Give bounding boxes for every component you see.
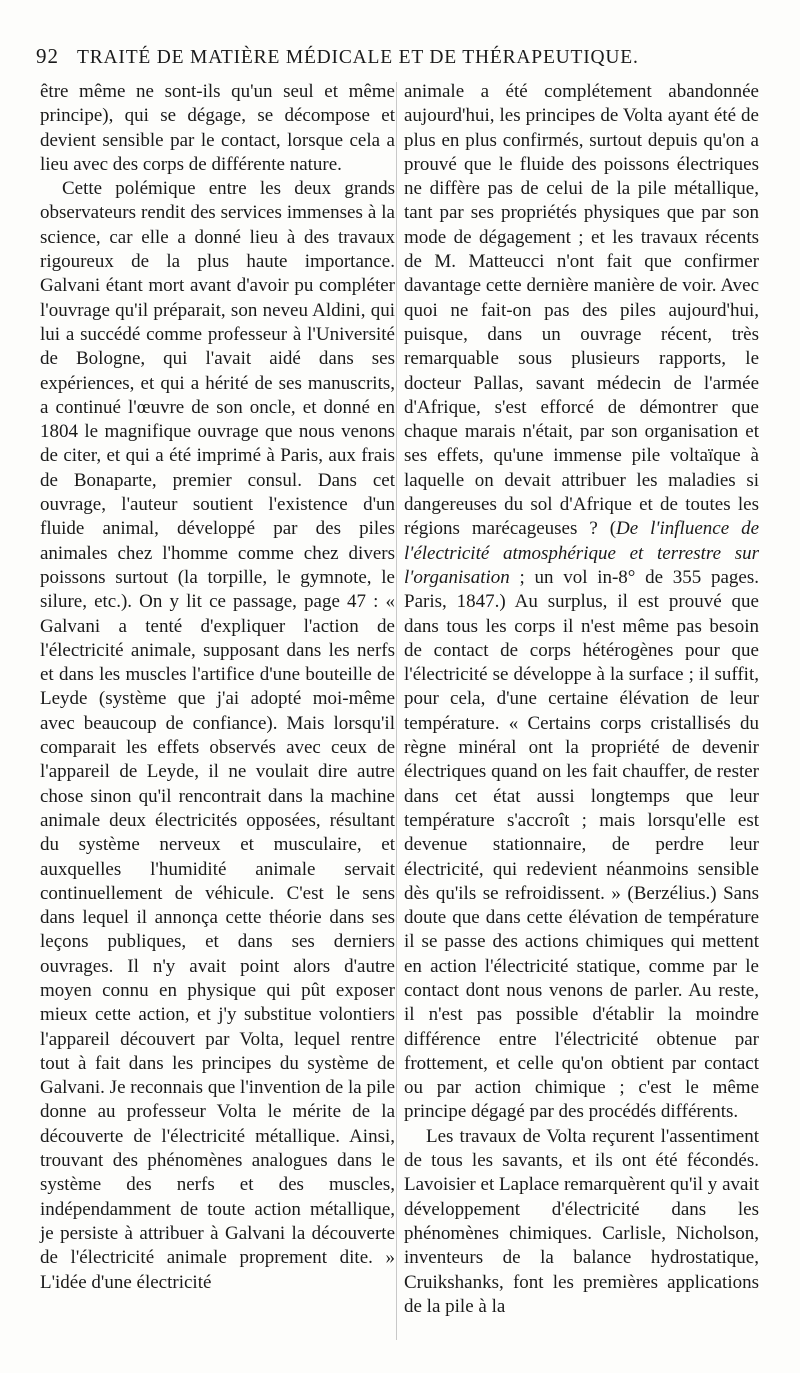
running-title: TRAITÉ DE MATIÈRE MÉDICALE ET DE THÉRAPEUTIQUE. (77, 47, 639, 68)
right-column (404, 80, 759, 1319)
citation-title: De l'influence de l'électricité atmosphérique et terrestre sur l'organisation (404, 518, 760, 588)
page-header (36, 44, 776, 74)
right-paragraph-text: animale a été complétement abandonnée aujourd'hui, les principes de Volta ayant été de plus en plus confirmés, surtout depuis qu'on a prouvé que le fluide des poissons électriques ne diffère pas de celui de la pile métallique, tant par ses propriétés physiques que par son mode de dégagement ; et les travaux récents de M. Matteucci n'ont fait que confirmer davantage cette dernière manière de voir. Avec quoi ne fait-on pas des piles aujourd'hui, puisque, dans un ouvrage récent, très remarquable sous plusieurs rapports, le docteur Pallas, savant médecin de l'armée d'Afrique, s'est efforcé de démontrer que chaque marais n'était, par son organisation et ses effets, qu'une immense pile voltaïque à laquelle on devait attribuer les maladies si dangereuses du sol d'Afrique et de toutes les régions marécageuses ? (404, 81, 759, 540)
left-paragraph-polemique: Cette polémique entre les deux grands observateurs rendit des services immenses à la science, car elle a donné lieu à des travaux rigoureux de la plus haute importance. Galvani étant mort avant d'avoir pu compléter l'ouvrage qu'il préparait, son neveu Aldini, qui lui a succédé comme professeur à l'Université de Bologne, qui l'avait aidé dans ses expériences, et qui a hérité de ses manuscrits, a continué l'œuvre de son oncle, et donné en 1804 le magnifique ouvrage que nous venons de citer, et qui a été imprimé à Paris, aux frais de Bonaparte, premier consul. Dans cet ouvrage, l'auteur soutient l'existence d'un fluide animal, développé par des piles animales chez l'homme comme chez divers poissons surtout (la torpille, le gymnote, le silure, etc.). On y lit ce passage, page 47 : « Galvani a tenté d'expliquer l'action de l'électricité animale, supposant dans les nerfs et dans les muscles l'artifice d'une bouteille de Leyde (système que j'ai adopté moi-même avec beaucoup de confiance). Mais lorsqu'il comparait les effets observés avec ceux de l'appareil de Leyde, il ne voulait dire autre chose sinon qu'il rencontrait dans la machine animale deux électricités opposées, résultant du système nerveux et musculaire, et auxquelles l'humidité animale servait continuellement de véhicule. C'est le sens dans lequel il annonça cette théorie dans ses leçons publiques, et dans ses derniers ouvrages. Il n'y avait point alors d'autre moyen connu en physique qui pût exposer mieux cette action, et j'y substitue volontiers l'appareil découvert par Volta, lequel rentre tout à fait dans les principes du système de Galvani. Je reconnais que l'invention de la pile donne au professeur Volta le mérite de la découverte de l'électricité métallique. Ainsi, trouvant des phénomènes analogues dans le système des nerfs et des muscles, indépendamment de toute action métallique, je persiste à attribuer à Galvani la découverte de l'électricité animale proprement dite. » L'idée d'une électricité (40, 178, 395, 1293)
page-number: 92 (36, 44, 59, 68)
left-column (40, 80, 395, 1295)
column-gutter (396, 82, 397, 1340)
citation-open: ( (597, 518, 617, 540)
left-paragraph-continuation: être même ne sont-ils qu'un seul et même principe), qui se dégage, se décompose et devient sensible par le contact, lorsque cela a lieu avec des corps de différente nature. (40, 81, 395, 175)
right-paragraph-electricite-animale (404, 80, 759, 1125)
right-paragraph-travaux-volta: Les travaux de Volta reçurent l'assentiment de tous les savants, et ils ont été fécondés. Lavoisier et Laplace remarquèrent qu'il y avait développement d'électricité dans les phénomènes chimiques. Carlisle, Nicholson, inventeurs de la balance hydrostatique, Cruikshanks, font les premières applications de la pile à la (404, 1125, 759, 1317)
citation-rest: ; un vol in-8° de 355 pages. Paris, 1847.) Au surplus, il est prouvé que dans tous les corps il n'est même pas besoin de contact de corps hétérogènes pour que l'électricité se développe à la surface ; il suffit, pour cela, d'une certaine élévation de leur température. « Certains corps cristallisés du règne minéral ont la propriété de devenir électriques quand on les fait chauffer, de rester dans cet état aussi longtemps que leur température s'accroît ; mais lorsqu'elle est devenue stationnaire, de perdre leur électricité, qui redevient néanmoins sensible dès qu'ils se refroidissent. » (Berzélius.) Sans doute que dans cette élévation de température il se passe des actions chimiques qui mettent en action l'électricité statique, comme par le contact dont nous venons de parler. Au reste, il n'est pas possible d'établir la moindre différence entre l'électricité obtenue par frottement, et celle qu'on obtient par contact ou par action chimique ; c'est le même principe dégagé par des procédés différents. (404, 566, 759, 1123)
